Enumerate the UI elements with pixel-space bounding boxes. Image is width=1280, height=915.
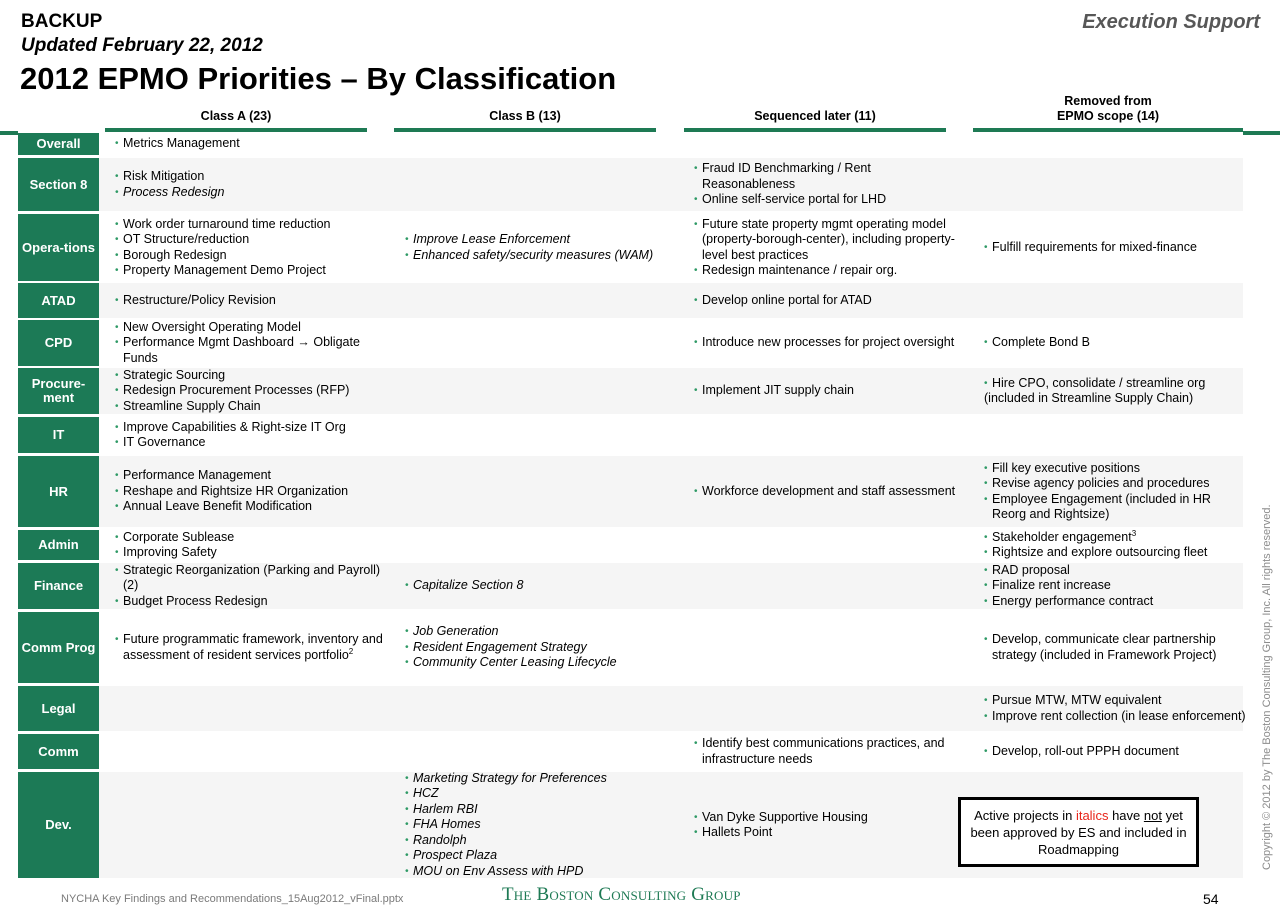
list-item-text: Reshape and Rightsize HR Organization (123, 483, 349, 498)
row-label: Opera-tions (18, 214, 99, 281)
table-cell (694, 686, 964, 731)
note-text-post: yet been approved by ES and included in Roadmapping (970, 807, 1187, 857)
list-item (115, 530, 385, 545)
list-item-text: Streamline Supply Chain (123, 398, 261, 413)
table-row (18, 530, 1243, 560)
table-cell (694, 283, 964, 318)
list-item (405, 248, 675, 263)
list-item-text: Online self-service portal for LHD (702, 192, 887, 207)
table-cell (984, 530, 1246, 560)
list-item-text: Marketing Strategy for Preferences (413, 771, 607, 786)
list-item-text: Annual Leave Benefit Modification (123, 499, 313, 514)
table-row (18, 133, 1243, 155)
row-label: Overall (18, 133, 99, 155)
list-item-text: Corporate Sublease (123, 529, 235, 544)
list-item (115, 263, 385, 278)
list-item (115, 420, 385, 435)
list-item-text: Strategic Reorganization (Parking and Payroll) (2) (123, 562, 381, 593)
footnote-marker: 2 (348, 646, 354, 656)
list-item (405, 640, 675, 655)
header-rule-sequenced (684, 128, 946, 132)
list-item (405, 786, 675, 801)
list-item (984, 476, 1246, 491)
table-cell (115, 563, 385, 609)
list-item (984, 744, 1246, 759)
list-item (694, 383, 964, 398)
table-cell (405, 734, 675, 769)
list-item-text: Hallets Point (702, 825, 773, 839)
list-item-text: Future programmatic framework, inventory and assessment of resident services portfolio (123, 632, 383, 662)
list-item-text: Strategic Sourcing (123, 367, 226, 382)
section-label: Execution Support (1082, 11, 1260, 33)
table-cell (115, 530, 385, 560)
list-item (984, 461, 1246, 476)
list-item-text: Budget Process Redesign (123, 593, 268, 608)
list-item (405, 232, 675, 247)
list-item (115, 435, 385, 450)
list-item-text: Enhanced safety/security measures (WAM) (413, 247, 654, 262)
list-item (984, 693, 1246, 708)
list-item (694, 161, 964, 192)
list-item (405, 578, 675, 593)
column-header-sequenced-later (684, 109, 946, 124)
table-cell (984, 320, 1246, 366)
list-item-text: Prospect Plaza (413, 848, 498, 863)
updated-date: Updated February 22, 2012 (21, 35, 263, 56)
table-row (18, 734, 1243, 769)
row-label: Finance (18, 563, 99, 609)
table-cell (694, 133, 964, 155)
table-cell (115, 133, 385, 155)
list-item-text: New Oversight Operating Model (123, 319, 301, 334)
list-item-text: FHA Homes (413, 817, 481, 832)
table-cell (984, 563, 1246, 609)
column-header-removed (973, 94, 1243, 124)
list-item-text: Pursue MTW, MTW equivalent (992, 693, 1162, 708)
list-item (694, 263, 964, 278)
list-item (115, 468, 385, 483)
column-header-label: Class B (13) (489, 109, 561, 123)
list-item (984, 391, 1246, 406)
list-item (694, 484, 964, 499)
column-header-class-b (394, 109, 656, 124)
table-cell (115, 456, 385, 527)
row-label: HR (18, 456, 99, 527)
table-cell (694, 417, 964, 453)
list-item-text: Performance Management (123, 468, 271, 483)
list-item (405, 802, 675, 817)
table-row (18, 417, 1243, 453)
table-cell (694, 158, 964, 211)
list-item-text: Metrics Management (123, 136, 240, 151)
footnote-marker: 3 (1131, 528, 1137, 538)
list-item-text: Improve Lease Enforcement (413, 232, 571, 247)
note-text-mid: have (1108, 807, 1144, 823)
table-cell (984, 612, 1246, 683)
table-cell (115, 158, 385, 211)
header-rule-class-b (394, 128, 656, 132)
row-label: Procure-ment (18, 368, 99, 414)
list-item (984, 578, 1246, 593)
list-item (115, 563, 385, 594)
table-cell (694, 772, 964, 878)
row-label: Comm (18, 734, 99, 769)
table-cell (405, 686, 675, 731)
row-label: IT (18, 417, 99, 453)
footer-filename: NYCHA Key Findings and Recommendations_15Aug2012_vFinal.pptx (61, 893, 404, 905)
list-item-text: Harlem RBI (413, 801, 478, 816)
list-item-text: Risk Mitigation (123, 169, 205, 184)
table-cell (115, 772, 385, 878)
list-item-text: Fraud ID Benchmarking / Rent Reasonableness (702, 161, 871, 191)
table-cell (405, 283, 675, 318)
table-row (18, 563, 1243, 609)
list-item (115, 383, 385, 398)
list-item-text: Revise agency policies and procedures (992, 476, 1210, 491)
table-row (18, 686, 1246, 731)
table-row (18, 214, 1243, 281)
list-item-text: Develop online portal for ATAD (702, 292, 872, 307)
table-cell (115, 417, 385, 453)
list-item (115, 136, 385, 151)
header-rule-class-a (105, 128, 367, 132)
list-item-text: Rightsize and explore outsourcing fleet (992, 545, 1208, 559)
table-cell (984, 158, 1246, 211)
list-item (115, 632, 385, 663)
list-item-text: Van Dyke Supportive Housing (702, 809, 868, 824)
table-cell (694, 734, 964, 769)
list-item-text: Employee Engagement (included in HR Reorg and Rightsize) (992, 491, 1211, 521)
list-item-text: Community Center Leasing Lifecycle (413, 655, 617, 670)
table-row (18, 368, 1243, 414)
list-item (984, 709, 1246, 724)
list-item (115, 232, 385, 247)
list-item (405, 864, 675, 879)
list-item-text: Randolph (413, 832, 467, 847)
table-cell (694, 612, 964, 683)
list-item-text: Performance Mgmt Dashboard → Obligate Funds (123, 335, 360, 365)
list-item (115, 594, 385, 609)
table-cell (405, 563, 675, 609)
list-item-text: Capitalize Section 8 (413, 578, 524, 593)
list-item-text: Job Generation (413, 624, 499, 639)
list-item-text: Finalize rent increase (992, 578, 1111, 593)
row-label: Section 8 (18, 158, 99, 211)
backup-label: BACKUP (21, 11, 103, 32)
list-item (984, 545, 1246, 560)
row-label: Admin (18, 530, 99, 560)
table-cell (405, 368, 675, 414)
italics-note (958, 797, 1199, 867)
table-cell (694, 456, 964, 527)
table-cell (115, 368, 385, 414)
table-cell (405, 772, 675, 878)
row-label: CPD (18, 320, 99, 366)
list-item-text: Redesign maintenance / repair org. (702, 262, 898, 277)
column-header-label-line2: EPMO scope (14) (1056, 109, 1160, 123)
list-item-text: Introduce new processes for project oversight (702, 335, 955, 350)
table-cell (694, 530, 964, 560)
table-cell (405, 530, 675, 560)
list-item (115, 499, 385, 514)
list-item (405, 848, 675, 863)
bcg-logo: The Boston Consulting Group (502, 884, 741, 905)
column-header-class-a (105, 109, 367, 124)
list-item (115, 399, 385, 414)
list-item (115, 368, 385, 383)
list-item (984, 530, 1246, 545)
table-cell (405, 612, 675, 683)
table-row (18, 320, 1243, 366)
list-item (984, 563, 1246, 578)
note-not-word: not (1143, 807, 1162, 823)
list-item (694, 217, 964, 263)
table-row (18, 456, 1243, 527)
note-text-pre: Active projects in (974, 807, 1076, 823)
list-item-text: IT Governance (123, 435, 206, 449)
header-rule-left (0, 131, 18, 135)
table-cell (115, 214, 385, 281)
list-item (984, 632, 1246, 663)
list-item-text: Borough Redesign (123, 247, 227, 262)
list-item-text: (included in Streamline Supply Chain) (984, 391, 1194, 405)
list-item-text: Improve rent collection (in lease enforcement) (992, 708, 1246, 723)
list-item (405, 624, 675, 639)
table-cell (694, 320, 964, 366)
list-item (115, 545, 385, 560)
copyright-notice: Copyright © 2012 by The Boston Consulting Group, Inc. All rights reserved. (1261, 504, 1273, 870)
list-item-text: Implement JIT supply chain (702, 383, 854, 398)
page-number: 54 (1203, 891, 1219, 907)
table-row (18, 158, 1243, 211)
note-italics-word: italics (1075, 807, 1109, 823)
table-cell (694, 214, 964, 281)
list-item-text: Restructure/Policy Revision (123, 292, 276, 307)
list-item-text: OT Structure/reduction (123, 232, 250, 247)
list-item (984, 594, 1246, 609)
row-label: ATAD (18, 283, 99, 318)
list-item-text: Develop, communicate clear partnership strategy (included in Framework Project) (992, 632, 1217, 662)
list-item (115, 185, 385, 200)
table-cell (115, 283, 385, 318)
list-item (115, 320, 385, 335)
table-cell (984, 417, 1246, 453)
list-item (694, 335, 964, 350)
list-item-text: Stakeholder engagement (992, 529, 1132, 544)
list-item (115, 484, 385, 499)
list-item (115, 169, 385, 184)
list-item-text: Workforce development and staff assessment (702, 483, 956, 498)
list-item-text: Fill key executive positions (992, 460, 1140, 475)
table-row (18, 612, 1243, 683)
list-item-text: Fulfill requirements for mixed-finance (992, 239, 1197, 254)
list-item-text: Process Redesign (123, 184, 225, 199)
list-item-text: Resident Engagement Strategy (413, 639, 587, 654)
list-item-text: MOU on Env Assess with HPD (413, 863, 584, 878)
note-text (969, 807, 1188, 858)
list-item (694, 192, 964, 207)
table-cell (405, 320, 675, 366)
row-label: Legal (18, 686, 99, 731)
column-header-label: Class A (23) (200, 109, 272, 123)
list-item (115, 248, 385, 263)
table-cell (405, 417, 675, 453)
list-item-text: Improving Safety (123, 545, 217, 559)
list-item (694, 810, 964, 825)
list-item (405, 771, 675, 786)
column-header-label: Sequenced later (11) (754, 109, 876, 123)
list-item-text: Energy performance contract (992, 593, 1154, 608)
row-label: Dev. (18, 772, 99, 878)
list-item-text: Property Management Demo Project (123, 262, 326, 277)
list-item (694, 825, 964, 840)
row-label: Comm Prog (18, 612, 99, 683)
table-cell (115, 734, 385, 769)
table-cell (115, 612, 385, 683)
list-item-text: RAD proposal (992, 562, 1070, 577)
table-cell (694, 563, 964, 609)
table-cell (984, 368, 1246, 414)
list-item (405, 655, 675, 670)
header-rule-removed (973, 128, 1243, 132)
list-item (405, 833, 675, 848)
list-item-text: Develop, roll-out PPPH document (992, 743, 1179, 758)
table-cell (405, 158, 675, 211)
list-item (694, 293, 964, 308)
list-item-text: Complete Bond B (992, 335, 1090, 350)
table-row (18, 283, 1243, 318)
list-item-text: Work order turnaround time reduction (123, 216, 331, 231)
list-item-text: HCZ (413, 786, 439, 801)
table-cell (984, 686, 1246, 731)
table-cell (984, 456, 1246, 527)
table-cell (405, 456, 675, 527)
header-rule-right (1243, 131, 1280, 135)
table-cell (984, 133, 1246, 155)
column-header-label-line1: Removed from (1064, 94, 1152, 108)
list-item-text: Identify best communications practices, and infrastructure needs (702, 736, 945, 766)
table-cell (984, 283, 1246, 318)
table-cell (694, 368, 964, 414)
list-item (115, 217, 385, 232)
list-item (984, 492, 1246, 523)
list-item (405, 817, 675, 832)
list-item-text: Hire CPO, consolidate / streamline org (992, 375, 1206, 390)
table-cell (984, 214, 1246, 281)
list-item-text: Future state property mgmt operating model (property-borough-center), including property-level best practices (702, 216, 955, 262)
table-cell (115, 686, 385, 731)
list-item (984, 376, 1246, 391)
list-item-text: Redesign Procurement Processes (RFP) (123, 383, 350, 398)
table-cell (405, 133, 675, 155)
list-item (984, 335, 1246, 350)
table-cell (405, 214, 675, 281)
table-cell (115, 320, 385, 366)
table-cell (984, 734, 1246, 769)
list-item (694, 736, 964, 767)
list-item (984, 240, 1246, 255)
list-item-text: Improve Capabilities & Right-size IT Org (123, 419, 346, 434)
list-item (115, 335, 385, 366)
page-title: 2012 EPMO Priorities – By Classification (20, 61, 617, 96)
list-item (115, 293, 385, 308)
